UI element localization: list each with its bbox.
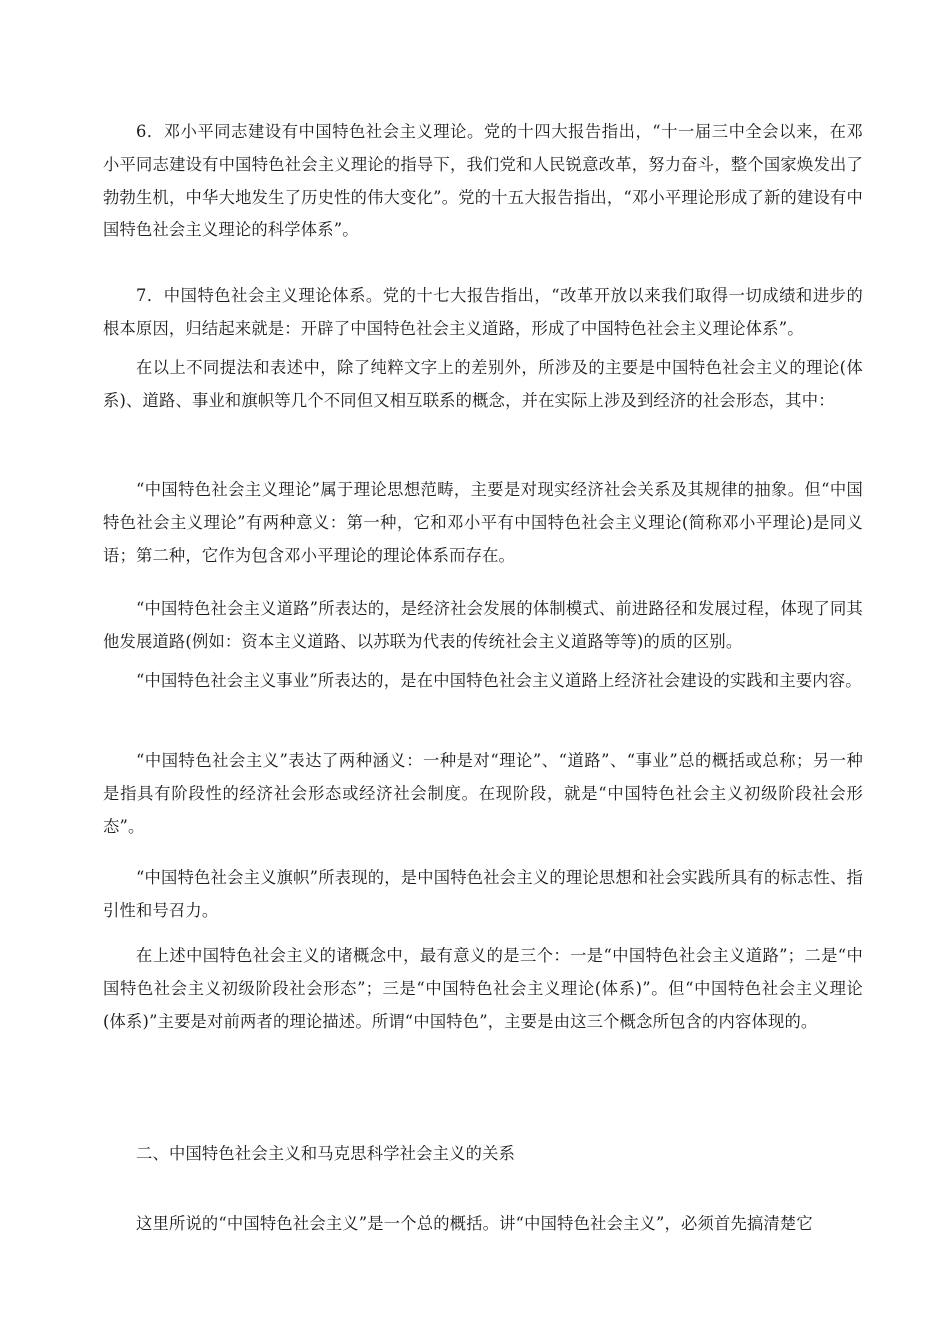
paragraph-item-7: 7．中国特色社会主义理论体系。党的十七大报告指出，“改革开放以来我们取得一切成绩和进步的根本原因，归结起来就是：开辟了中国特色社会主义道路，形成了中国特色社会主义理论体系”。 <box>103 286 863 338</box>
section-heading: 二、中国特色社会主义和马克思科学社会主义的关系 <box>136 1144 516 1163</box>
paragraph-path: “中国特色社会主义道路”所表达的，是经济社会发展的体制模式、前进路径和发展过程，体现了同其他发展道路(例如：资本主义道路、以苏联为代表的传统社会主义道路等等)的质的区别。 <box>103 599 863 651</box>
paragraph-last: 这里所说的“中国特色社会主义”是一个总的概括。讲“中国特色社会主义”，必须首先搞清楚它 <box>136 1214 813 1233</box>
paragraph-theory: “中国特色社会主义理论”属于理论思想范畴，主要是对现实经济社会关系及其规律的抽象。但“中国特色社会主义理论”有两种意义：第一种，它和邓小平有中国特色社会主义理论(简称邓小平理论)是同义语；第二种，它作为包含邓小平理论的理论体系而存在。 <box>103 480 863 565</box>
paragraph-banner: “中国特色社会主义旗帜”所表现的，是中国特色社会主义的理论思想和社会实践所具有的标志性、指引性和号召力。 <box>103 868 863 920</box>
paragraph-key-concepts: 在上述中国特色社会主义的诸概念中，最有意义的是三个：一是“中国特色社会主义道路”；二是“中国特色社会主义初级阶段社会形态”；三是“中国特色社会主义理论(体系)”。但“中国特色社会主义理论(体系)”主要是对前两者的理论描述。所谓“中国特色”，主要是由这三个概念所包含的内容体现的。 <box>103 946 863 1031</box>
paragraph-meaning: “中国特色社会主义”表达了两种涵义：一种是对“理论”、“道路”、“事业”总的概括或总称；另一种是指具有阶段性的经济社会形态或经济社会制度。在现阶段，就是“中国特色社会主义初级阶段社会形态”。 <box>103 751 863 836</box>
paragraph-overview: 在以上不同提法和表述中，除了纯粹文字上的差别外，所涉及的主要是中国特色社会主义的理论(体系)、道路、事业和旗帜等几个不同但又相互联系的概念，并在实际上涉及到经济的社会形态，其中： <box>103 358 863 410</box>
paragraph-cause: “中国特色社会主义事业”所表达的，是在中国特色社会主义道路上经济社会建设的实践和主要内容。 <box>136 671 862 690</box>
paragraph-item-6: 6．邓小平同志建设有中国特色社会主义理论。党的十四大报告指出，“十一届三中全会以来，在邓小平同志建设有中国特色社会主义理论的指导下，我们党和人民锐意改革，努力奋斗，整个国家焕发出了勃勃生机，中华大地发生了历史性的伟大变化”。党的十五大报告指出，“邓小平理论形成了新的建设有中国特色社会主义理论的科学体系”。 <box>103 122 863 240</box>
